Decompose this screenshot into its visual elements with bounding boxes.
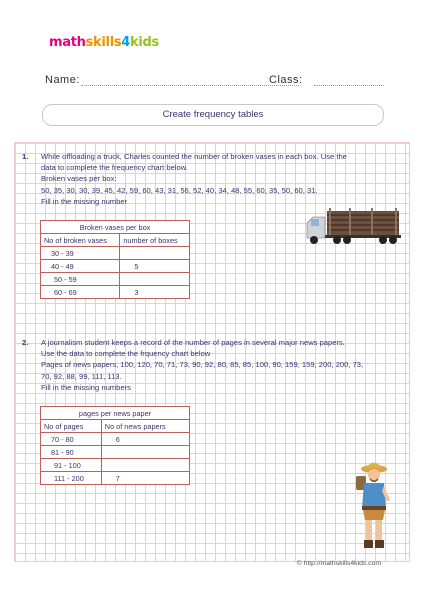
count-cell-blank[interactable] <box>101 459 189 472</box>
table-2-col2-header: No of news papers <box>101 420 189 433</box>
question-2-line: A journalism student keeps a record of the number of pages in several major news papers. <box>41 338 345 347</box>
frequency-table-2 <box>40 406 190 485</box>
class-label: Class: <box>269 74 303 86</box>
count-cell: 7 <box>101 472 189 485</box>
question-1-line: Broken vases per box: <box>41 174 117 184</box>
question-2-text <box>41 337 363 393</box>
logo-part-skills: skills <box>85 35 122 50</box>
question-2-number: 2. <box>22 338 29 347</box>
range-cell: 91 - 100 <box>41 459 102 472</box>
footer-url[interactable]: © http://mathskills4kids.com <box>296 560 381 567</box>
table-2-col1-header: No of pages <box>41 420 102 433</box>
count-cell-blank[interactable] <box>120 273 190 286</box>
range-cell: 81 - 90 <box>41 446 102 459</box>
question-1-line: 50, 35, 30, 30, 39, 45, 42, 59, 60, 43, 31, 56, 52, 40, 34, 48, 55, 60, 35, 50, 60, 31. <box>41 185 318 195</box>
truck-icon <box>305 205 401 247</box>
question-2-line: Pages of news papers, 100, 120, 70, 71, 73, 90, 92, 80, 85, 85, 100, 90, 159, 159, 200, 200, 73, <box>41 360 364 370</box>
question-2-line: 70, 92, 88, 99, 111, 113. <box>41 371 122 381</box>
range-cell: 50 - 59 <box>41 273 120 286</box>
table-row <box>41 286 190 299</box>
name-label: Name: <box>45 74 80 86</box>
question-1-text <box>41 151 347 207</box>
class-field[interactable] <box>314 85 384 86</box>
count-cell-blank[interactable] <box>120 247 190 260</box>
table-1-col2-header: number of boxes <box>120 234 190 247</box>
table-row <box>41 273 190 286</box>
table-row <box>41 260 190 273</box>
table-1-col1-header: No of broken vases <box>41 234 120 247</box>
count-cell: 3 <box>120 286 190 299</box>
question-2-line: Use the data to complete the frquency chart below <box>41 349 211 359</box>
count-cell: 5 <box>120 260 190 273</box>
table-row <box>41 446 190 459</box>
logo-part-math: math <box>49 35 86 50</box>
question-1-line: Fill in the missing number <box>41 196 128 206</box>
count-cell: 6 <box>101 433 189 446</box>
table-1-title: Broken vases per box <box>41 221 190 234</box>
table-row <box>41 247 190 260</box>
name-field[interactable] <box>81 85 299 86</box>
count-cell-blank[interactable] <box>101 446 189 459</box>
question-2 <box>22 337 407 397</box>
brand-logo <box>49 35 159 50</box>
worksheet-title: Create frequency tables <box>42 104 384 126</box>
range-cell: 111 - 200 <box>41 472 102 485</box>
question-1 <box>22 151 407 211</box>
table-row <box>41 433 190 446</box>
question-2-line: Fill in the missing numbers <box>41 382 131 392</box>
table-row <box>41 472 190 485</box>
table-2-title: pages per news paper <box>41 407 190 420</box>
question-1-line: data to complete the frequency chart below. <box>41 163 188 173</box>
frequency-table-1 <box>40 220 190 299</box>
range-cell: 60 - 69 <box>41 286 120 299</box>
range-cell: 40 - 49 <box>41 260 120 273</box>
question-1-line: While offloading a truck, Charles counted the number of broken vases in each box. Use the <box>41 152 347 161</box>
name-class-row <box>45 74 390 90</box>
range-cell: 30 - 39 <box>41 247 120 260</box>
logo-part-4: 4 <box>121 35 131 50</box>
explorer-icon <box>350 456 400 556</box>
logo-part-kids: kids <box>130 35 159 50</box>
table-row <box>41 459 190 472</box>
question-1-number: 1. <box>22 152 29 161</box>
range-cell: 70 - 80 <box>41 433 102 446</box>
